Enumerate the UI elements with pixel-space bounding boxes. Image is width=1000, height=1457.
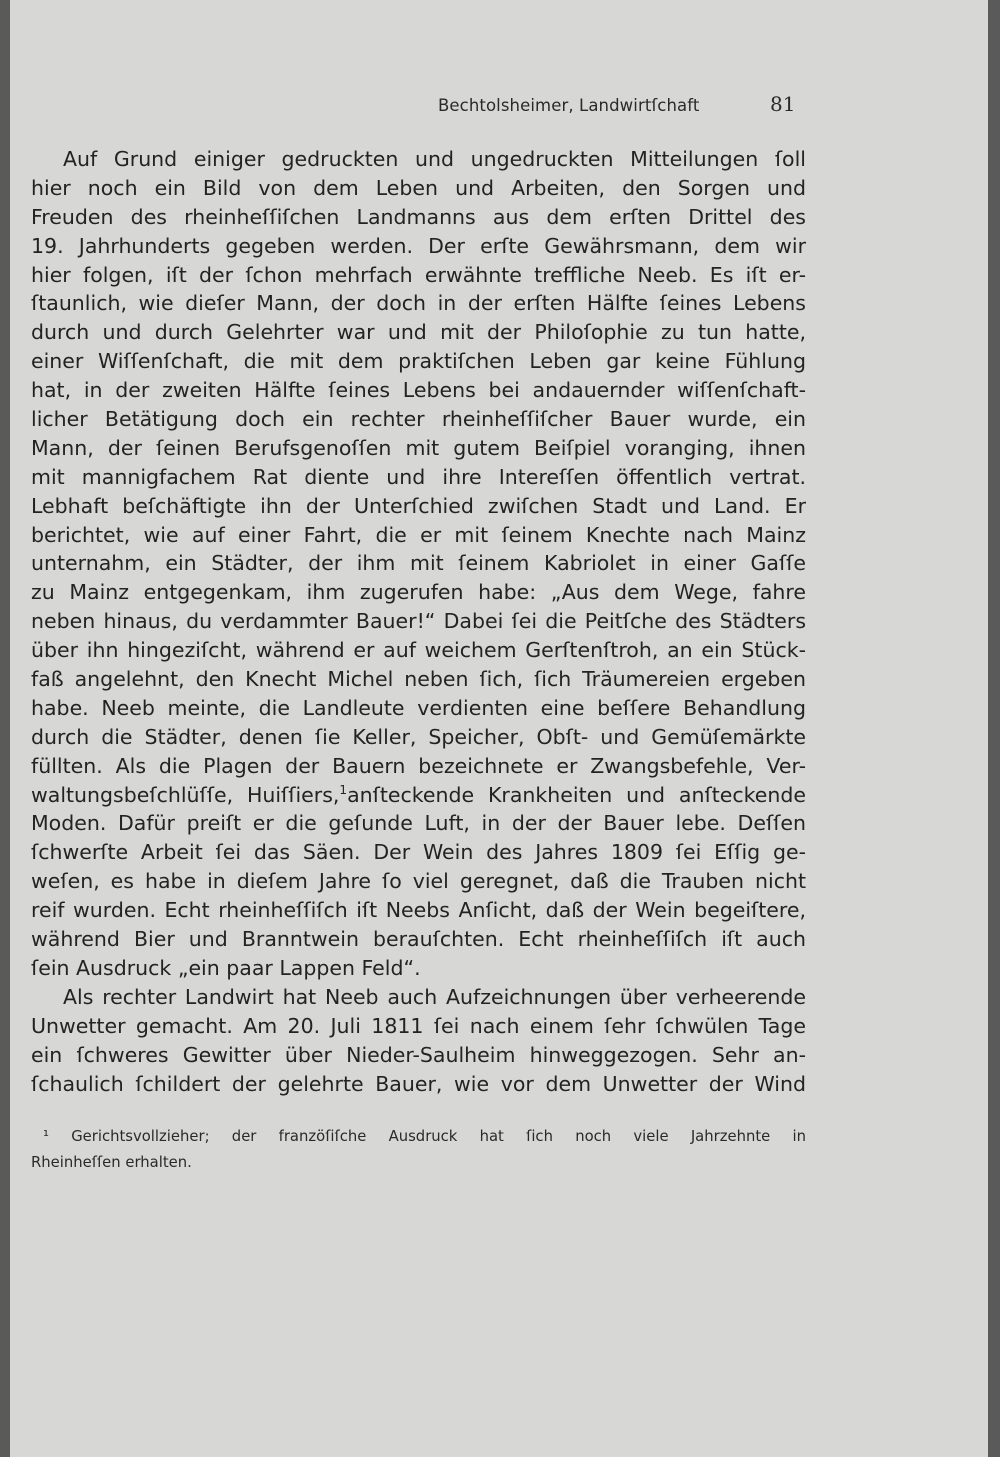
- text-line: Auf Grund einiger gedruckten und ungedruckten Mitteilungen ſoll: [63, 147, 806, 171]
- text-line: hat, in der zweiten Hälfte ſeines Lebens bei andauernder wiſſenſchaft-: [31, 378, 806, 403]
- text-line: während Bier und Branntwein berauſchten. Echt rheinheſſiſch iſt auch: [31, 927, 806, 952]
- text-line-with-footnote: [31, 781, 806, 810]
- body-text: [31, 145, 806, 1098]
- text-line: berichtet, wie auf einer Fahrt, die er mit ſeinem Knechte nach Mainz: [31, 522, 806, 547]
- text-fragment: anſteckende Krankheiten und anſteckende: [347, 782, 806, 807]
- book-page: [10, 0, 988, 1457]
- text-line: Moden. Dafür preiſt er die geſunde Luft, in der der Bauer lebe. Deſſen: [31, 811, 806, 836]
- text-fragment: waltungsbeſchlüſſe, Huiſſiers,: [31, 782, 340, 807]
- running-title: Bechtolsheimer, Landwirtſchaft: [438, 96, 700, 115]
- text-line: Unwetter gemacht. Am 20. Juli 1811 ſei nach einem ſehr ſchwülen Tage: [31, 1013, 806, 1038]
- text-line: durch die Städter, denen ſie Keller, Speicher, Obſt- und Gemüſemärkte: [31, 724, 806, 749]
- text-line: weſen, es habe in dieſem Jahre ſo viel geregnet, daß die Trauben nicht: [31, 869, 806, 894]
- text-line: unternahm, ein Städter, der ihm mit ſeinem Kabriolet in einer Gaſſe: [31, 551, 806, 576]
- text-line: ſchwerſte Arbeit ſei das Säen. Der Wein des Jahres 1809 ſei Eſſig ge-: [31, 840, 806, 865]
- text-line: ſtaunlich, wie dieſer Mann, der doch in der erſten Hälfte ſeines Lebens: [31, 291, 806, 316]
- footnote-line: [31, 1124, 806, 1150]
- text-line: licher Betätigung doch ein rechter rheinheſſiſcher Bauer wurde, ein: [31, 407, 806, 432]
- text-line: neben hinaus, du verdammter Bauer!“ Dabei ſei die Peitſche des Städters: [31, 609, 806, 634]
- page-number: 81: [770, 92, 796, 116]
- text-line: über ihn hingeziſcht, während er auf weichem Gerſtenſtroh, an ein Stück-: [31, 638, 806, 663]
- footnotes: [31, 1124, 806, 1176]
- text-line: ein ſchweres Gewitter über Nieder-Saulheim hinweggezogen. Sehr an-: [31, 1042, 806, 1067]
- text-line: zu Mainz entgegenkam, ihm zugerufen habe: „Aus dem Wege, fahre: [31, 580, 806, 605]
- text-line: habe. Neeb meinte, die Landleute verdienten eine beſſere Behandlung: [31, 695, 806, 720]
- text-line: faß angelehnt, den Knecht Michel neben ſich, ſich Träumereien ergeben: [31, 667, 806, 692]
- text-line: füllten. Als die Plagen der Bauern bezeichnete er Zwangsbefehle, Ver-: [31, 753, 806, 778]
- text-line: Mann, der ſeinen Berufsgenoſſen mit gutem Beiſpiel voranging, ihnen: [31, 435, 806, 460]
- text-line: hier folgen, iſt der ſchon mehrfach erwähnte treffliche Neeb. Es iſt er-: [31, 262, 806, 287]
- text-line: ſein Ausdruck „ein paar Lappen Feld“.: [31, 955, 421, 980]
- footnote-reference: 1: [339, 782, 348, 797]
- footnote-marker: ¹: [43, 1128, 49, 1145]
- text-line: hier noch ein Bild von dem Leben und Arbeiten, den Sorgen und: [31, 175, 806, 200]
- text-line: 19. Jahrhunderts gegeben werden. Der erſte Gewährsmann, dem wir: [31, 233, 806, 258]
- text-line: einer Wiſſenſchaft, die mit dem praktiſchen Leben gar keine Fühlung: [31, 349, 806, 374]
- page-header: [10, 92, 810, 122]
- footnote-line: Rheinheſſen erhalten.: [31, 1154, 192, 1171]
- text-line: reif wurden. Echt rheinheſſiſch iſt Neebs Anſicht, daß der Wein begeiſtere,: [31, 898, 806, 923]
- footnote-text: Gerichtsvollzieher; der franzöſiſche Ausdruck hat ſich noch viele Jahrzehnte in: [71, 1128, 806, 1145]
- text-line: Freuden des rheinheſſiſchen Landmanns aus dem erſten Drittel des: [31, 204, 806, 229]
- text-line: Lebhaft beſchäftigte ihn der Unterſchied zwiſchen Stadt und Land. Er: [31, 493, 806, 518]
- text-line: mit mannigfachem Rat diente und ihre Intereſſen öffentlich vertrat.: [31, 464, 806, 489]
- text-line: Als rechter Landwirt hat Neeb auch Aufzeichnungen über verheerende: [63, 984, 806, 1009]
- text-line: ſchaulich ſchildert der gelehrte Bauer, wie vor dem Unwetter der Wind: [31, 1071, 806, 1096]
- text-line: durch und durch Gelehrter war und mit der Philoſophie zu tun hatte,: [31, 320, 806, 345]
